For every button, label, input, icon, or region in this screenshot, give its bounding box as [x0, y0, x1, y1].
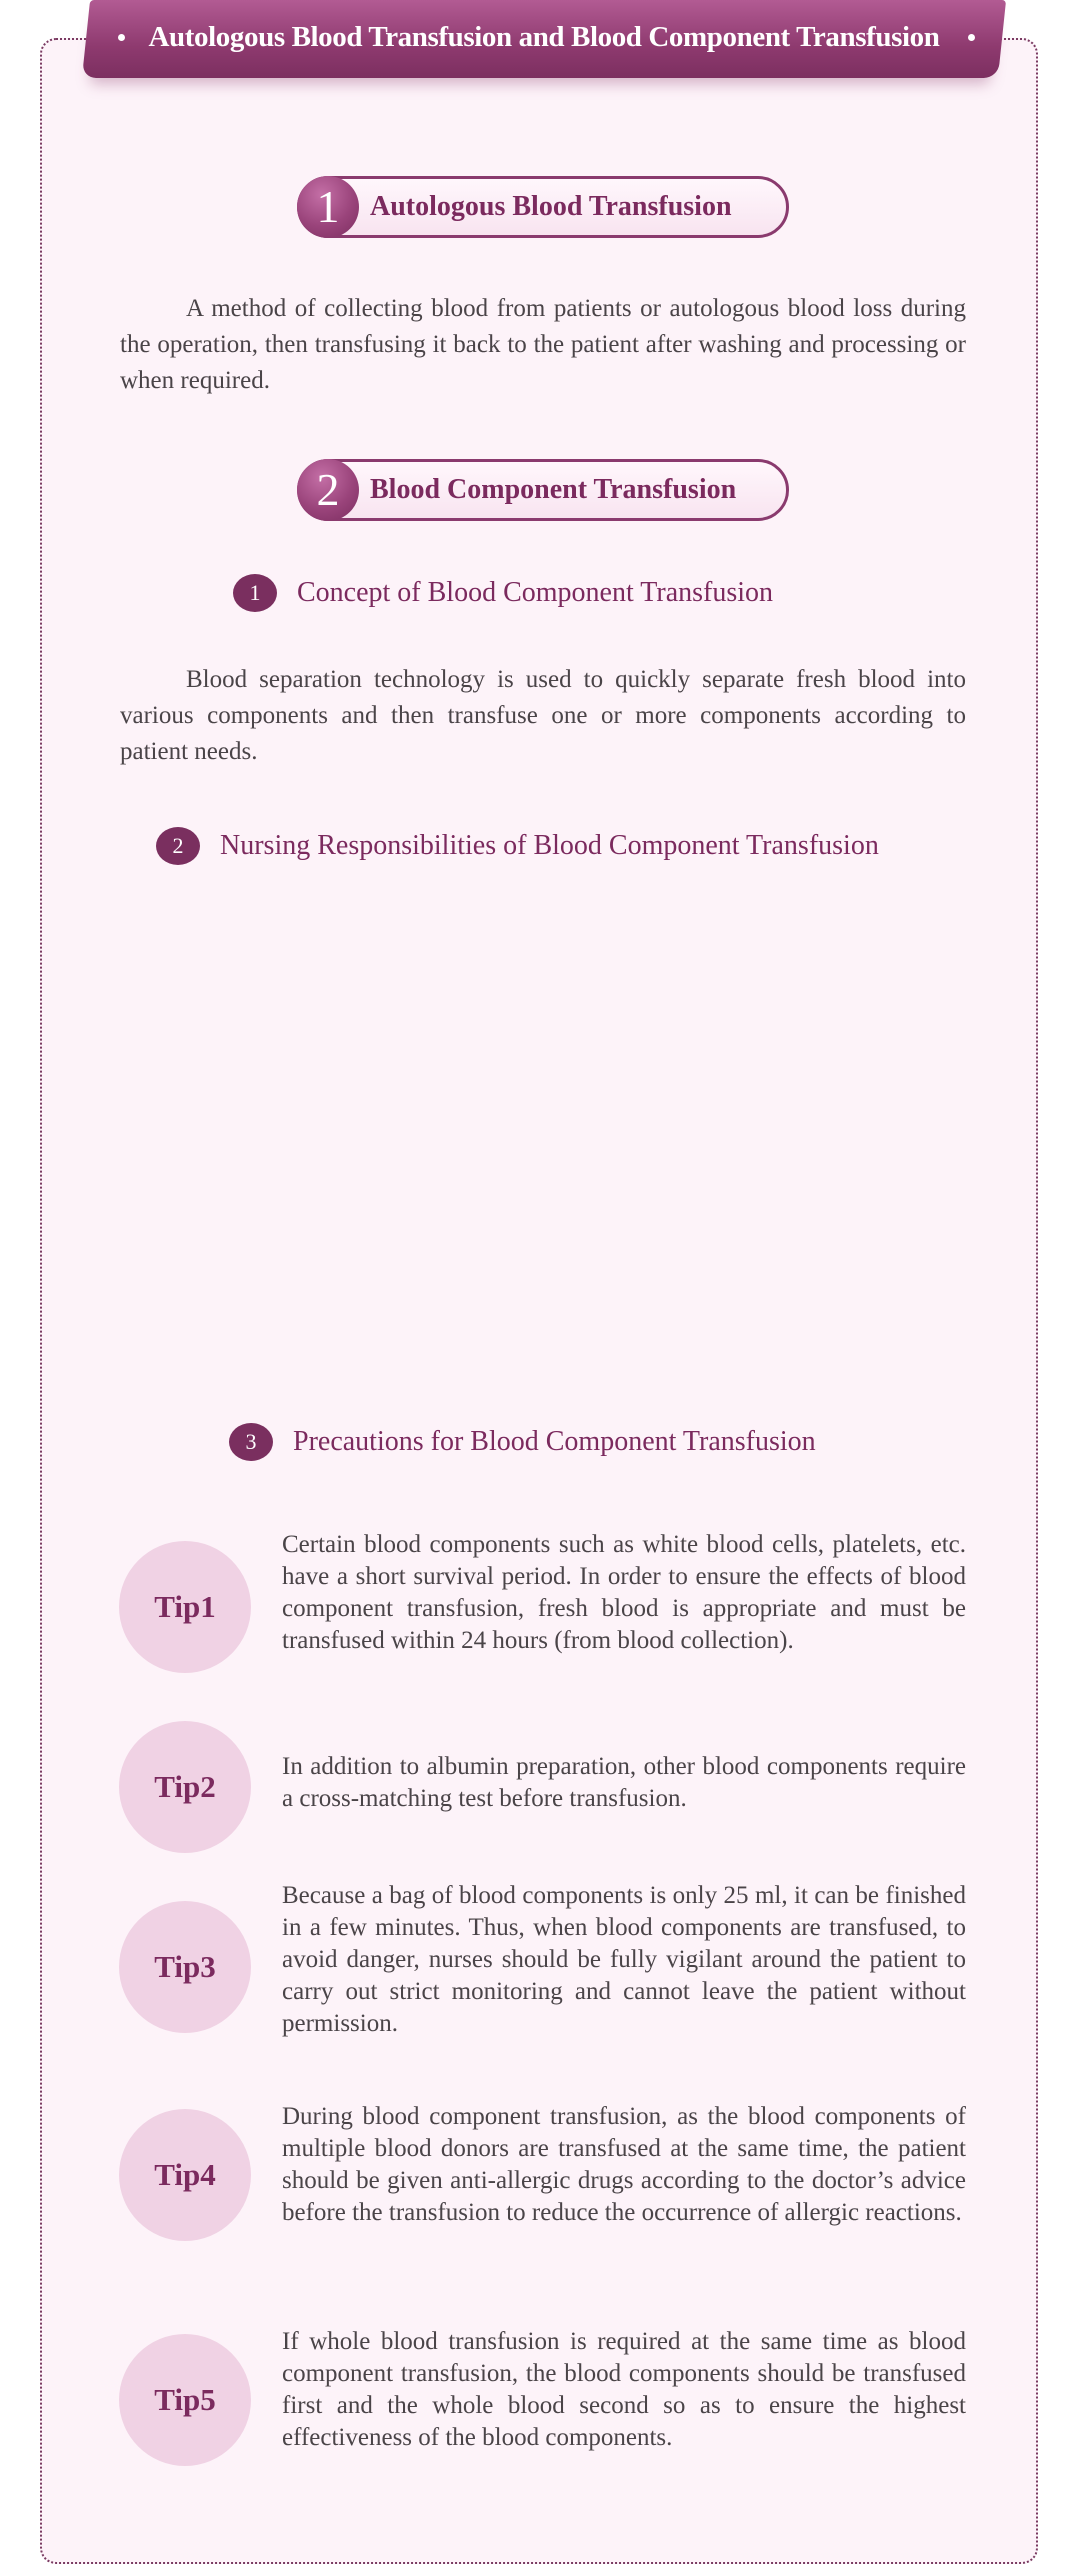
tip-badge: Tip3	[119, 1901, 251, 2033]
tip-text: During blood component transfusion, as the blood components of multiple blood donors are transfused at the same time, the patient should be given anti-allergic drugs according to the doctor’s advice before the transfusion to reduce the occurrence of allergic reactions.	[282, 2103, 966, 2226]
tip-text: In addition to albumin preparation, other blood components require a cross-matching test before transfusion.	[282, 1753, 966, 1812]
subsection-title: Precautions for Blood Component Transfusion	[293, 1426, 816, 1457]
subsection-title: Nursing Responsibilities of Blood Component Transfusion	[220, 830, 879, 861]
title-banner	[86, 0, 1002, 78]
tip-text: Certain blood components such as white blood cells, platelets, etc. have a short survival period. In order to ensure the effects of blood component transfusion, fresh blood is appropriate and must be transfused within 24 hours (from blood collection).	[282, 1531, 966, 1654]
tip-text: Because a bag of blood components is only 25 ml, it can be finished in a few minutes. Thus, when blood components are transfused, to avoid danger, nurses should be fully vigilant around the patient to carry out strict monitoring and cannot leave the patient without permission.	[282, 1882, 966, 2037]
subsection-number-badge: 3	[229, 1423, 273, 1461]
subsection-title: Concept of Blood Component Transfusion	[297, 577, 774, 608]
subsection-heading-concept	[233, 573, 773, 613]
tip-badge: Tip4	[119, 2109, 251, 2241]
tip-badge: Tip1	[119, 1541, 251, 1673]
tip-badge: Tip2	[119, 1721, 251, 1853]
subsection-paragraph-concept: Blood separation technology is used to quickly separate fresh blood into various components and then transfuse one or more components according to patient needs.	[120, 666, 966, 765]
section-title: Blood Component Transfusion	[370, 474, 737, 505]
section-number-badge: 1	[297, 176, 359, 238]
section-title: Autologous Blood Transfusion	[370, 191, 732, 222]
section-heading-component	[297, 459, 789, 521]
section-number-badge: 2	[297, 459, 359, 521]
tip-text: If whole blood transfusion is required at the same time as blood component transfusion, the blood components should be transfused first and the whole blood second so as to ensure the highest effectiveness of the blood components.	[282, 2328, 966, 2451]
tip-badge: Tip5	[119, 2334, 251, 2466]
subsection-heading-precautions	[229, 1422, 816, 1462]
subsection-number-badge: 1	[233, 574, 277, 612]
page-title: Autologous Blood Transfusion and Blood Component Transfusion	[148, 21, 940, 53]
subsection-number-badge: 2	[156, 827, 200, 865]
section-paragraph-autologous: A method of collecting blood from patients or autologous blood loss during the operation, then transfusing it back to the patient after washing and processing or when required.	[120, 295, 966, 394]
subsection-heading-nursing	[156, 826, 879, 866]
section-heading-autologous	[297, 176, 789, 238]
